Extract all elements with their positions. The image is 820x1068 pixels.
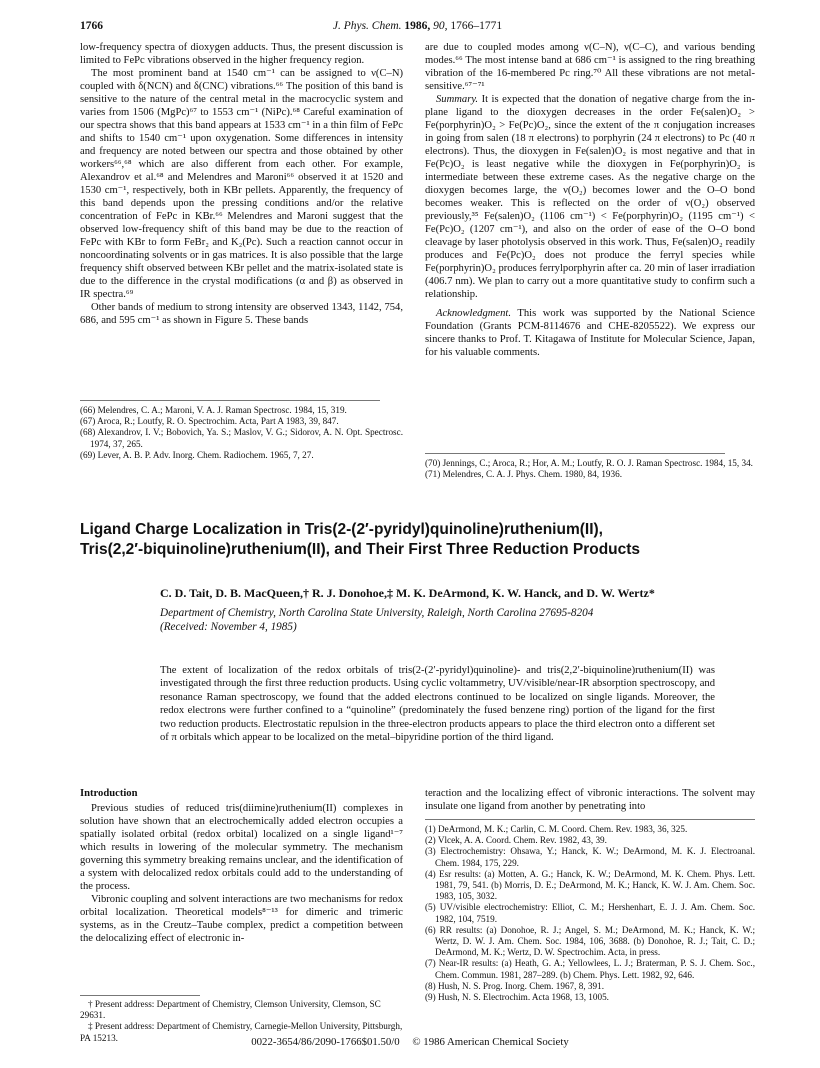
footnote: (70) Jennings, C.; Aroca, R.; Hor, A. M.; Loutfy, R. O. J. Raman Spectrosc. 1984, 15, 34. [425,458,753,468]
acknowledgment-text: This work was supported by the National Science Foundation (Grants PCM-8114676 and CHE-8205522). We express our sincere thanks to Prof. T. Kitagawa of Institute for Molecular Science, Japan, for his valuable comments. [425,308,755,358]
prev-article-left-column [80,41,403,327]
affiliation: Department of Chemistry, North Carolina State University, Raleigh, North Carolina 27695-8204 [160,607,594,619]
acknowledgment-paragraph [425,307,755,359]
page-footer [0,1036,820,1048]
running-head [80,20,755,36]
footnote: (71) Melendres, C. A. J. Phys. Chem. 1980, 84, 1936. [425,469,623,480]
footnote: (67) Aroca, R.; Loutfy, R. O. Spectrochim. Acta, Part A 1983, 39, 847. [80,416,339,427]
reference: (2) Vlcek, A. A. Coord. Chem. Rev. 1982, 43, 39. [425,835,607,846]
author-list: C. D. Tait, D. B. MacQueen,† R. J. Donohoe,‡ M. K. DeArmond, K. W. Hanck, and D. W. Wertz* [160,586,655,600]
reference-rule [425,819,755,820]
reference: (8) Hush, N. S. Prog. Inorg. Chem. 1967, 8, 391. [425,980,604,991]
journal-pages: 1766–1771 [450,20,503,32]
affiliation-note-rule [80,995,200,996]
reference: (7) Near-IR results: (a) Heath, G. A.; Yellowlees, L. J.; Braterman, P. S. J. Chem. Soc., Chem. Commun. 1981, 287–289. (b) Chem. Phys. Lett. 1982, 92, 646. [425,958,755,980]
article-title [80,520,760,560]
paragraph: are due to coupled modes among ν(C–N), ν(C–C), and various bending modes.⁶⁶ The most intense band at 686 cm⁻¹ is assigned to the ring breathing vibration of the 16-membered Pc ring.⁷⁰ All these vibrations are not metal-sensitive.⁶⁷⁻⁷¹ [425,42,755,92]
reference: (4) Esr results: (a) Motten, A. G.; Hanck, K. W.; DeArmond, M. K. Chem. Phys. Lett. 1981, 79, 541. (b) Morris, D. E.; DeArmond, M. K.; Hanck, K. W. J. Am. Chem. Soc. 1983, 105, 3032. [425,868,755,902]
copyright: © 1986 American Chemical Society [412,1036,569,1048]
prev-footnotes-right [425,458,755,480]
paragraph: teraction and the localizing effect of vibronic interactions. The solvent may insulate one ligand from another by penetrating into [425,788,755,812]
reference: (6) RR results: (a) Donohoe, R. J.; Angel, S. M.; DeArmond, M. K.; Hanck, K. W.; Wertz, D. W. J. Am. Chem. Soc. 1984, 106, 3688. (b) Donohoe, R. J.; Tait, C. D.; DeArmond, M. K.; Wertz, D. W. Spectrochim. Acta, in press. [425,924,755,958]
paragraph: Vibronic coupling and solvent interactions are two mechanisms for redox orbital localization. Theoretical models⁸⁻¹³ for dimeric and trimeric systems, as in the Creutz–Taube complex, predict a competition between the delocalizing effect of electronic in- [80,894,403,944]
summary-label: Summary. [436,94,479,105]
paragraph: Other bands of medium to strong intensity are observed 1343, 1142, 754, 686, and 595 cm⁻¹ as shown in Figure 5. These bands [80,302,403,326]
footnote: (69) Lever, A. B. P. Adv. Inorg. Chem. Radiochem. 1965, 7, 27. [80,449,314,460]
title-line: Tris(2,2′-biquinoline)ruthenium(II), and Their First Three Reduction Products [80,541,641,558]
section-heading: Introduction [80,788,138,799]
journal-volume: 90, [433,20,448,32]
acknowledgment-label: Acknowledgment. [436,308,512,319]
title-line: Ligand Charge Localization in Tris(2-(2′-pyridyl)quinoline)ruthenium(II), [80,521,603,538]
paragraph: Previous studies of reduced tris(diimine)ruthenium(II) complexes in solution have shown that an electrochemically added electron occupies a spatially isolated orbital (redox orbital) localized on a single ligand¹⁻⁷ which results in lowering of the molecular symmetry. The mechanism governing this symmetry breaking remains unclear, and the identification of a system with delocalized redox orbitals could add to the understanding of the process. [80,803,403,892]
summary-paragraph [425,93,755,301]
reference: (5) UV/visible electrochemistry: Elliot, C. M.; Hershenhart, E. J. J. Am. Chem. Soc. 1982, 104, 7519. [425,902,755,924]
intro-right-column [425,787,755,813]
journal-year: 1986, [404,20,431,32]
summary-text: It is expected that the donation of negative charge from the in-plane ligand to the dioxygen decreases in the order Fe(salen)O₂ > Fe(porphyrin)O₂ > Fe(Pc)O₂, since the extent of the π conjugation increases in going from salen (18 π electrons) to porphyrin (24 π electrons) to Pc (40 π electrons). Thus, the dioxygen in Fe(salen)O₂ is most negative and that in Fe(Pc)O₂ is least negative while the dioxygen in Fe(porphyrin)O₂ is intermediate between these extreme cases. As the negative charge on the dioxygen becomes large, the ν(O₂) becomes lower and the O–O bond becomes weaker. This is reflected on the order of ν(O₂) observed previously,³⁵ Fe(salen)O₂ (1106 cm⁻¹) < Fe(porphyrin)O₂ (1195 cm⁻¹) < Fe(Pc)O₂ (1207 cm⁻¹), and also on the order of ease of the O–O bond cleavage by laser photolysis observed in this work. Thus, Fe(salen)O₂ readily produces and Fe(Pc)O₂ does not produce the ferryl species while Fe(porphyrin)O₂ produces ferrylporphyrin after ca. 20 min of laser irradiation (406.7 nm). We plan to carry out a more quantitative study to confirm such a relationship. [425,94,755,300]
paragraph: The most prominent band at 1540 cm⁻¹ can be assigned to ν(C–N) coupled with δ(NCN) and δ(CNC) vibrations.⁶⁶ The position of this band is sensitive to the nature of the central metal in the macrocyclic system and varies from 1506 (MgPc)⁶⁷ to 1553 cm⁻¹ (NiPc).⁶⁸ Careful examination of our spectra shows that this band appears at 1533 cm⁻¹ in a thin film of FePc and shifts to 1540 cm⁻¹ upon oxygenation. Some differences in intensity and frequency are noted between our spectra and those obtained by other workers⁶⁶,⁶⁸ which are also different from each other. For example, Alexandrov et al.⁶⁸ and Melendres and Maroni⁶⁶ observed it at 1520 and 1530 cm⁻¹, respectively, both in KBr pellets. Apparently, the frequency of this band depends upon the pressing conditions and/or the relative concentration of FePc in KBr.⁶⁶ Melendres and Maroni suggest that the observed low-frequency shift of this band may be due to the reaction of FePc with KBr to form FeBr₂ and K₂(Pc). Such a reaction cannot occur in noncoordinating solvents or in gas matrices. It is also possible that the large frequency shift observed between KBr pellet and the matrix-isolated state is due to the difference in the crystal modifications (α and β) as observed in IR spectra.⁶⁹ [80,68,403,300]
received-date: (Received: November 4, 1985) [160,621,297,633]
footnote: (68) Alexandrov, I. V.; Bobovich, Ya. S.; Maslov, V. G.; Sidorov, A. N. Opt. Spectrosc. 1974, 37, 265. [80,427,403,449]
affiliation-note: † Present address: Department of Chemistry, Clemson University, Clemson, SC 29631. [80,999,381,1021]
affiliation-block [160,606,760,634]
prev-article-right-column [425,41,755,359]
reference: (1) DeArmond, M. K.; Carlin, C. M. Coord. Chem. Rev. 1983, 36, 325. [425,824,688,834]
footnote-rule-left [80,400,380,401]
affiliation-note: ‡ Present address: Department of Chemistry, Carnegie-Mellon University, Pittsburgh, PA 15213. [80,1021,403,1043]
prev-footnotes-left [80,405,403,461]
reference: (3) Electrochemistry: Ohsawa, Y.; Hanck, K. W.; DeArmond, M. K. J. Electroanal. Chem. 1984, 175, 229. [425,846,755,868]
abstract: The extent of localization of the redox orbitals of tris(2-(2′-pyridyl)quinoline)- and tris(2,2′-biquinoline)ruthenium(II) was investigated through the first three reduction products. Using cyclic voltammetry, UV/visible/near-IR absorption spectroscopy, and resonance Raman spectroscopy, we found that the added electrons continued to be localized on single ligands. Moreover, the redox electrons were further confined to a “quinoline” (predominately the fused benzene ring) portion of the ligand for the first two reduction products. Electrostatic repulsion in the three-electron products appears to place the third electron onto a different set of π orbitals which appear to be localized on the metal–bipyridine portion of the third ligand. [160,665,715,744]
paragraph: low-frequency spectra of dioxygen adducts. Thus, the present discussion is limited to FePc vibrations observed in the higher frequency region. [80,42,403,66]
article-code: 0022-3654/86/2090-1766$01.50/0 [251,1036,400,1048]
journal-citation [80,20,755,32]
intro-left-column [80,787,403,945]
references-list [425,824,755,1003]
footnote-rule-right [425,453,725,454]
reference: (9) Hush, N. S. Electrochim. Acta 1968, 13, 1005. [425,992,609,1003]
journal-abbrev: J. Phys. Chem. [332,20,402,32]
footnote: (66) Melendres, C. A.; Maroni, V. A. J. Raman Spectrosc. 1984, 15, 319. [80,405,347,415]
page-number: 1766 [80,20,103,32]
